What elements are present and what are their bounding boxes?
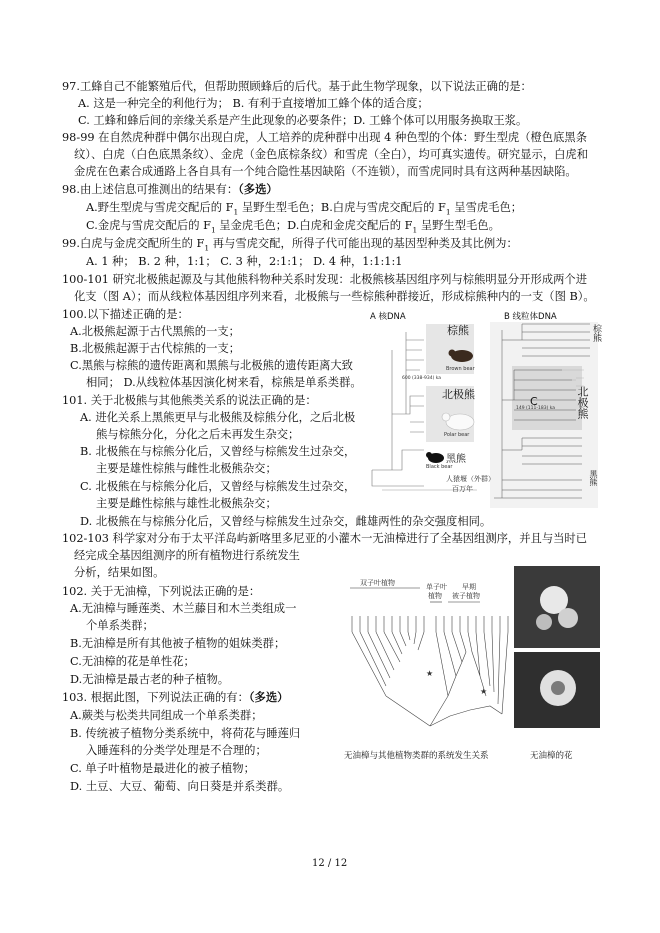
- flower-icon-bottom: [540, 670, 576, 706]
- brown-bear-b-label: 棕熊: [591, 324, 601, 342]
- polar-bear-label: 北极熊: [442, 388, 475, 401]
- q98-optC-mid: 呈金虎毛色；D.白虎和金虎交配后的 F: [215, 219, 413, 232]
- q102-option-a1: A.无油樟与睡莲类、木兰藤目和木兰类组成一: [70, 602, 297, 615]
- q102-103-intro-line3: 分析，结果如图。: [74, 566, 165, 579]
- q102-option-d: D.无油樟是最古老的种子植物。: [70, 673, 230, 686]
- q100-option-c2: 相同； D.从线粒体基因演化树来看，棕熊是单系类群。: [86, 376, 362, 389]
- q103-option-c: C. 单子叶植物是最进化的被子植物；: [70, 762, 255, 775]
- q99-stem: [62, 236, 518, 255]
- bear-label-b: B 线粒体DNA: [504, 312, 557, 322]
- brown-bear-en: Brown bear: [446, 366, 475, 372]
- q98-stem-text: 98.由上述信息可推测出的结果有：: [62, 183, 239, 196]
- q98-option-cd: [86, 218, 500, 237]
- q99-stem-post: 再与雪虎交配，所得子代可能出现的基因型种类及其比例为：: [209, 237, 518, 250]
- q102-option-c: C.无油樟的花是单性花；: [70, 655, 195, 668]
- q101-option-c1: C. 北极熊在与棕熊分化后，又曾经与棕熊发生过杂交，: [80, 480, 356, 493]
- q102-option-b: B.无油樟是所有其他被子植物的姐妹类群；: [70, 637, 286, 650]
- node-b-label: 149 (111-183) ka: [516, 406, 556, 411]
- curly-brace-icon: C: [530, 395, 538, 408]
- q100-stem: 100.以下描述正确的是：: [62, 308, 189, 321]
- q101-option-a1: A. 进化关系上黑熊更早与北极熊及棕熊分化，之后北极: [80, 411, 356, 424]
- million-years-label: 百万年: [452, 485, 473, 493]
- q103-stem-text: 103. 根据此图，下列说法正确的有：: [62, 691, 249, 704]
- basal-label-2: 被子植物: [452, 592, 480, 600]
- q98-99-intro-line2: 纹）、白虎（白色底黑条纹）、金虎（金色底棕条纹）和雪虎（全白），均可真实遗传。研究显示，白虎和: [74, 148, 589, 161]
- monocot-label-2: 植物: [428, 592, 442, 600]
- q100-101-intro-line1: 100-101 研究北极熊起源及与其他熊科物种关系时发现：北极熊核基因组序列与棕熊明显分开形成两个进: [62, 273, 588, 286]
- q97-options-ab: A. 这是一种完全的利他行为； B. 有利于直接增加工蜂个体的适合度；: [78, 97, 429, 110]
- q102-103-intro-line2: 经完成全基因组测序的所有植物进行系统发生: [74, 549, 300, 562]
- q98-sub-4: 1: [412, 225, 418, 235]
- q98-99-intro-line3: 金虎在色素合成通路上各自具有一个纯合隐性基因缺陷（不连锁），而雪虎同时具有这两种基因缺陷。: [74, 165, 577, 178]
- polar-bear-en: Polar bear: [444, 432, 470, 438]
- q100-option-b: B.北极熊起源于古代棕熊的一支；: [70, 342, 241, 355]
- q98-sub-3: 1: [210, 225, 216, 235]
- bear-phylogeny-figure: [362, 310, 600, 510]
- q99-stem-pre: 99.白虎与金虎交配所生的 F: [62, 237, 205, 250]
- bear-label-a: A 核DNA: [370, 312, 406, 322]
- q103-option-b1: B. 传统被子植物分类系统中，将荷花与睡莲归: [70, 727, 301, 740]
- q100-option-a: A.北极熊起源于古代黑熊的一支；: [70, 325, 240, 338]
- q101-option-a2: 熊与棕熊分化，分化之后未再发生杂交；: [96, 428, 300, 441]
- q98-optC-pre: C.金虎与雪虎交配后的 F: [86, 219, 211, 232]
- q103-stem: [62, 690, 288, 705]
- q97-stem: 97.工蜂自己不能繁殖后代，但帮助照顾蜂后的后代。基于此生物学现象，以下说法正确的是：: [62, 80, 532, 93]
- q98-multi-tag: （多选）: [238, 182, 278, 196]
- q98-optC-post: 呈野生型毛色。: [417, 219, 500, 232]
- q98-sub-1: 1: [233, 207, 239, 217]
- polar-bear-b-label: 北极熊: [576, 386, 589, 419]
- black-bear-label: 黑熊: [446, 454, 466, 465]
- q101-option-c2: 主要是雌性棕熊与雄性北极熊杂交；: [96, 497, 277, 510]
- outgroup-label: 人猿堰（外群）: [446, 475, 495, 483]
- brown-bear-label: 棕熊: [447, 324, 469, 337]
- panel-b-polar-box: [512, 366, 582, 430]
- dicot-label: 双子叶植物: [360, 579, 395, 587]
- page-number: 12 / 12: [312, 858, 348, 869]
- black-bear-icon: [426, 452, 444, 463]
- star-icon-2: ★: [480, 687, 488, 696]
- q98-sub-2: 1: [445, 207, 451, 217]
- node-a-label: 600 (338-934) ka: [402, 376, 442, 381]
- q101-option-b1: B. 北极熊在与棕熊分化后，又曾经与棕熊发生过杂交，: [80, 445, 356, 458]
- q98-optA-pre: A.野生型虎与雪虎交配后的 F: [86, 201, 234, 214]
- q100-option-c1: C.黑熊与棕熊的遗传距离和黑熊与北极熊的遗传距离大致: [70, 359, 353, 372]
- q98-99-intro-line1: 98-99 在自然虎种群中偶尔出现白虎，人工培养的虎种群中出现 4 种色型的个体：野生型虎（橙色底黑条: [62, 131, 588, 144]
- q98-optA-post: 呈雪虎毛色；: [450, 201, 523, 214]
- q103-option-a: A.蕨类与松类共同组成一个单系类群；: [70, 709, 263, 722]
- q98-stem: [62, 182, 278, 197]
- black-bear-en: Black bear: [426, 464, 453, 470]
- q99-options: A. 1 种； B. 2 种，1:1； C. 3 种，2:1:1； D. 4 种，1:1:1:1: [86, 255, 403, 268]
- q103-multi-tag: （多选）: [248, 690, 289, 704]
- q102-103-intro-line1: 102-103 科学家对分布于太平洋岛屿新喀里多尼亚的小灌木一无油樟进行了全基因组测序，并且与当时已: [62, 532, 588, 545]
- q102-option-a2: 个单系类群；: [86, 619, 154, 632]
- q103-option-b2: 入睡莲科的分类学处理是不合理的；: [86, 744, 267, 757]
- q101-option-b2: 主要是雄性棕熊与雌性北极熊杂交；: [96, 462, 277, 475]
- q101-stem: 101. 关于北极熊与其他熊类关系的说法正确的是：: [62, 394, 317, 407]
- basal-label-1: 早期: [462, 583, 476, 591]
- star-icon: ★: [426, 669, 434, 678]
- q102-stem: 102. 关于无油樟，下列说法正确的是：: [62, 585, 261, 598]
- black-bear-b-label: 黑熊: [589, 470, 598, 486]
- plant-phylogeny-figure: [330, 566, 600, 742]
- q99-sub: 1: [204, 243, 210, 253]
- q98-optA-mid: 呈野生型毛色；B.白虎与雪虎交配后的 F: [238, 201, 446, 214]
- q98-option-ab: [86, 200, 522, 219]
- q103-option-d: D. 土豆、大豆、葡萄、向日葵是并系类群。: [70, 780, 290, 793]
- plant-figure-caption: 无油樟与其他植物类群的系统发生关系: [344, 751, 489, 761]
- q97-options-cd: C. 工蜂和蜂后间的亲缘关系是产生此现象的必要条件；D. 工蜂个体可以用服务换取王浆。: [78, 114, 528, 127]
- flower-caption: 无油樟的花: [530, 751, 573, 761]
- q101-option-d: D. 北极熊在与棕熊分化后，又曾经与棕熊发生过杂交，雌雄两性的杂交强度相同。: [80, 515, 492, 528]
- q100-101-intro-line2: 化支（图 A）；而从线粒体基因组序列来看，北极熊与一些棕熊种群接近，形成棕熊种内的一支（图 B）。: [74, 290, 595, 303]
- monocot-label-1: 单子叶: [426, 583, 447, 591]
